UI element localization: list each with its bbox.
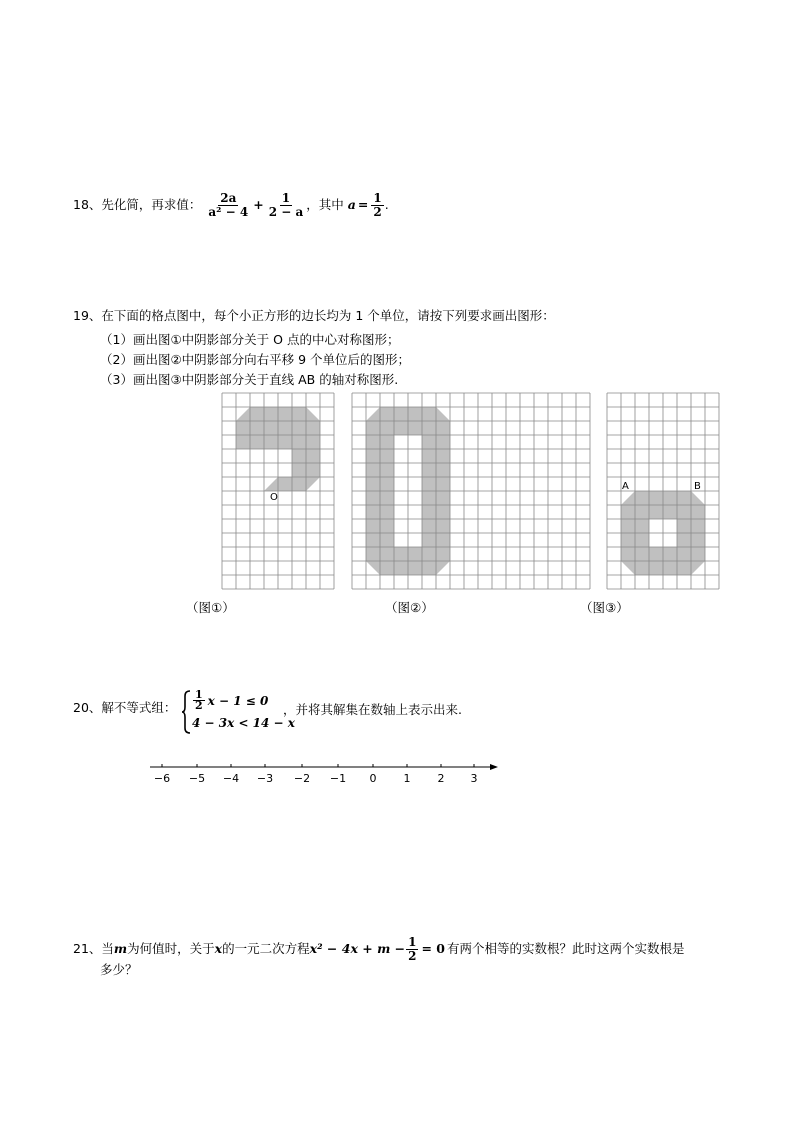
question-20 (73, 700, 176, 716)
question-21-line-2: 多少？ (100, 962, 138, 977)
point-b-label: B (694, 481, 701, 492)
tick-label: −2 (293, 772, 311, 785)
equation-right: = 0 (421, 941, 446, 956)
question-number: 18、 (73, 197, 102, 212)
tick-label: −5 (188, 772, 206, 785)
caption-figure-1: （图①） (186, 600, 235, 615)
number-line (140, 755, 540, 795)
inequality-1 (192, 690, 268, 711)
tick-label: −3 (256, 772, 274, 785)
numerator: 1 (281, 191, 291, 205)
question-number: 20、 (73, 700, 102, 715)
tick-label: 2 (437, 772, 445, 785)
numerator: 1 (408, 935, 417, 949)
plus-sign: + (253, 197, 264, 212)
variable-m: m (113, 941, 128, 956)
period: . (384, 197, 389, 212)
denominator: a² − 4 (208, 205, 249, 219)
figure-2-grid (352, 393, 590, 589)
question-21 (73, 936, 685, 963)
caption-figure-2: （图②） (385, 600, 434, 615)
figure-1-grid (222, 393, 334, 589)
denominator: 2 (195, 699, 203, 712)
text: 有两个相等的实数根？此时这两个实数根是 (447, 941, 685, 956)
caption-figure-3: （图③） (580, 600, 629, 615)
fraction (206, 192, 250, 219)
tick-label: −1 (329, 772, 347, 785)
text: 当 (101, 941, 114, 956)
denominator: 2 (373, 205, 382, 219)
q19-item-2: （2）画出图②中阴影部分向右平移 9 个单位后的图形； (100, 352, 411, 367)
text: 为何值时，关于 (127, 941, 215, 956)
inequality-2: 4 − 3x < 14 − x (192, 716, 295, 730)
q19-item-3: （3）画出图③中阴影部分关于直线 AB 的轴对称图形. (100, 372, 399, 387)
brace (182, 690, 192, 734)
denominator: 2 (408, 949, 417, 963)
tick-label: 0 (369, 772, 377, 785)
tick-label: 3 (470, 772, 478, 785)
tick-label: −4 (222, 772, 240, 785)
point-o-label: O (270, 492, 278, 503)
question-text: 先化简，再求值： (101, 197, 202, 212)
text: 的一元二次方程 (222, 941, 310, 956)
q19-item-1: （1）画出图①中阴影部分关于 O 点的中心对称图形； (100, 332, 400, 347)
where-text: ，其中 (306, 197, 344, 212)
question-text: 解不等式组： (101, 700, 177, 715)
question-number: 19、 (73, 308, 102, 323)
q20-after-text: ，并将其解集在数轴上表示出来. (283, 702, 462, 717)
numerator: 2a (220, 191, 237, 205)
tick-label: 1 (403, 772, 411, 785)
variable: a (347, 197, 356, 212)
grid-figures (0, 390, 794, 630)
question-text: 在下面的格点图中，每个小正方形的边长均为 1 个单位，请按下列要求画出图形： (101, 308, 555, 323)
question-19 (73, 308, 555, 324)
tick-label: −6 (153, 772, 171, 785)
question-number: 21、 (73, 941, 102, 956)
inequality-1-rest: x − 1 ≤ 0 (207, 693, 269, 708)
fraction (193, 690, 205, 711)
variable-x: x (214, 941, 223, 956)
numerator: 1 (195, 688, 203, 701)
point-a-label: A (622, 481, 629, 492)
denominator: 2 − a (268, 205, 304, 219)
question-18 (73, 192, 389, 219)
fraction (267, 192, 306, 219)
fraction (371, 192, 383, 219)
fraction (406, 936, 418, 963)
equals-sign: = (357, 197, 369, 212)
numerator: 1 (373, 191, 382, 205)
equation-left: x² − 4x + m − (309, 941, 406, 956)
